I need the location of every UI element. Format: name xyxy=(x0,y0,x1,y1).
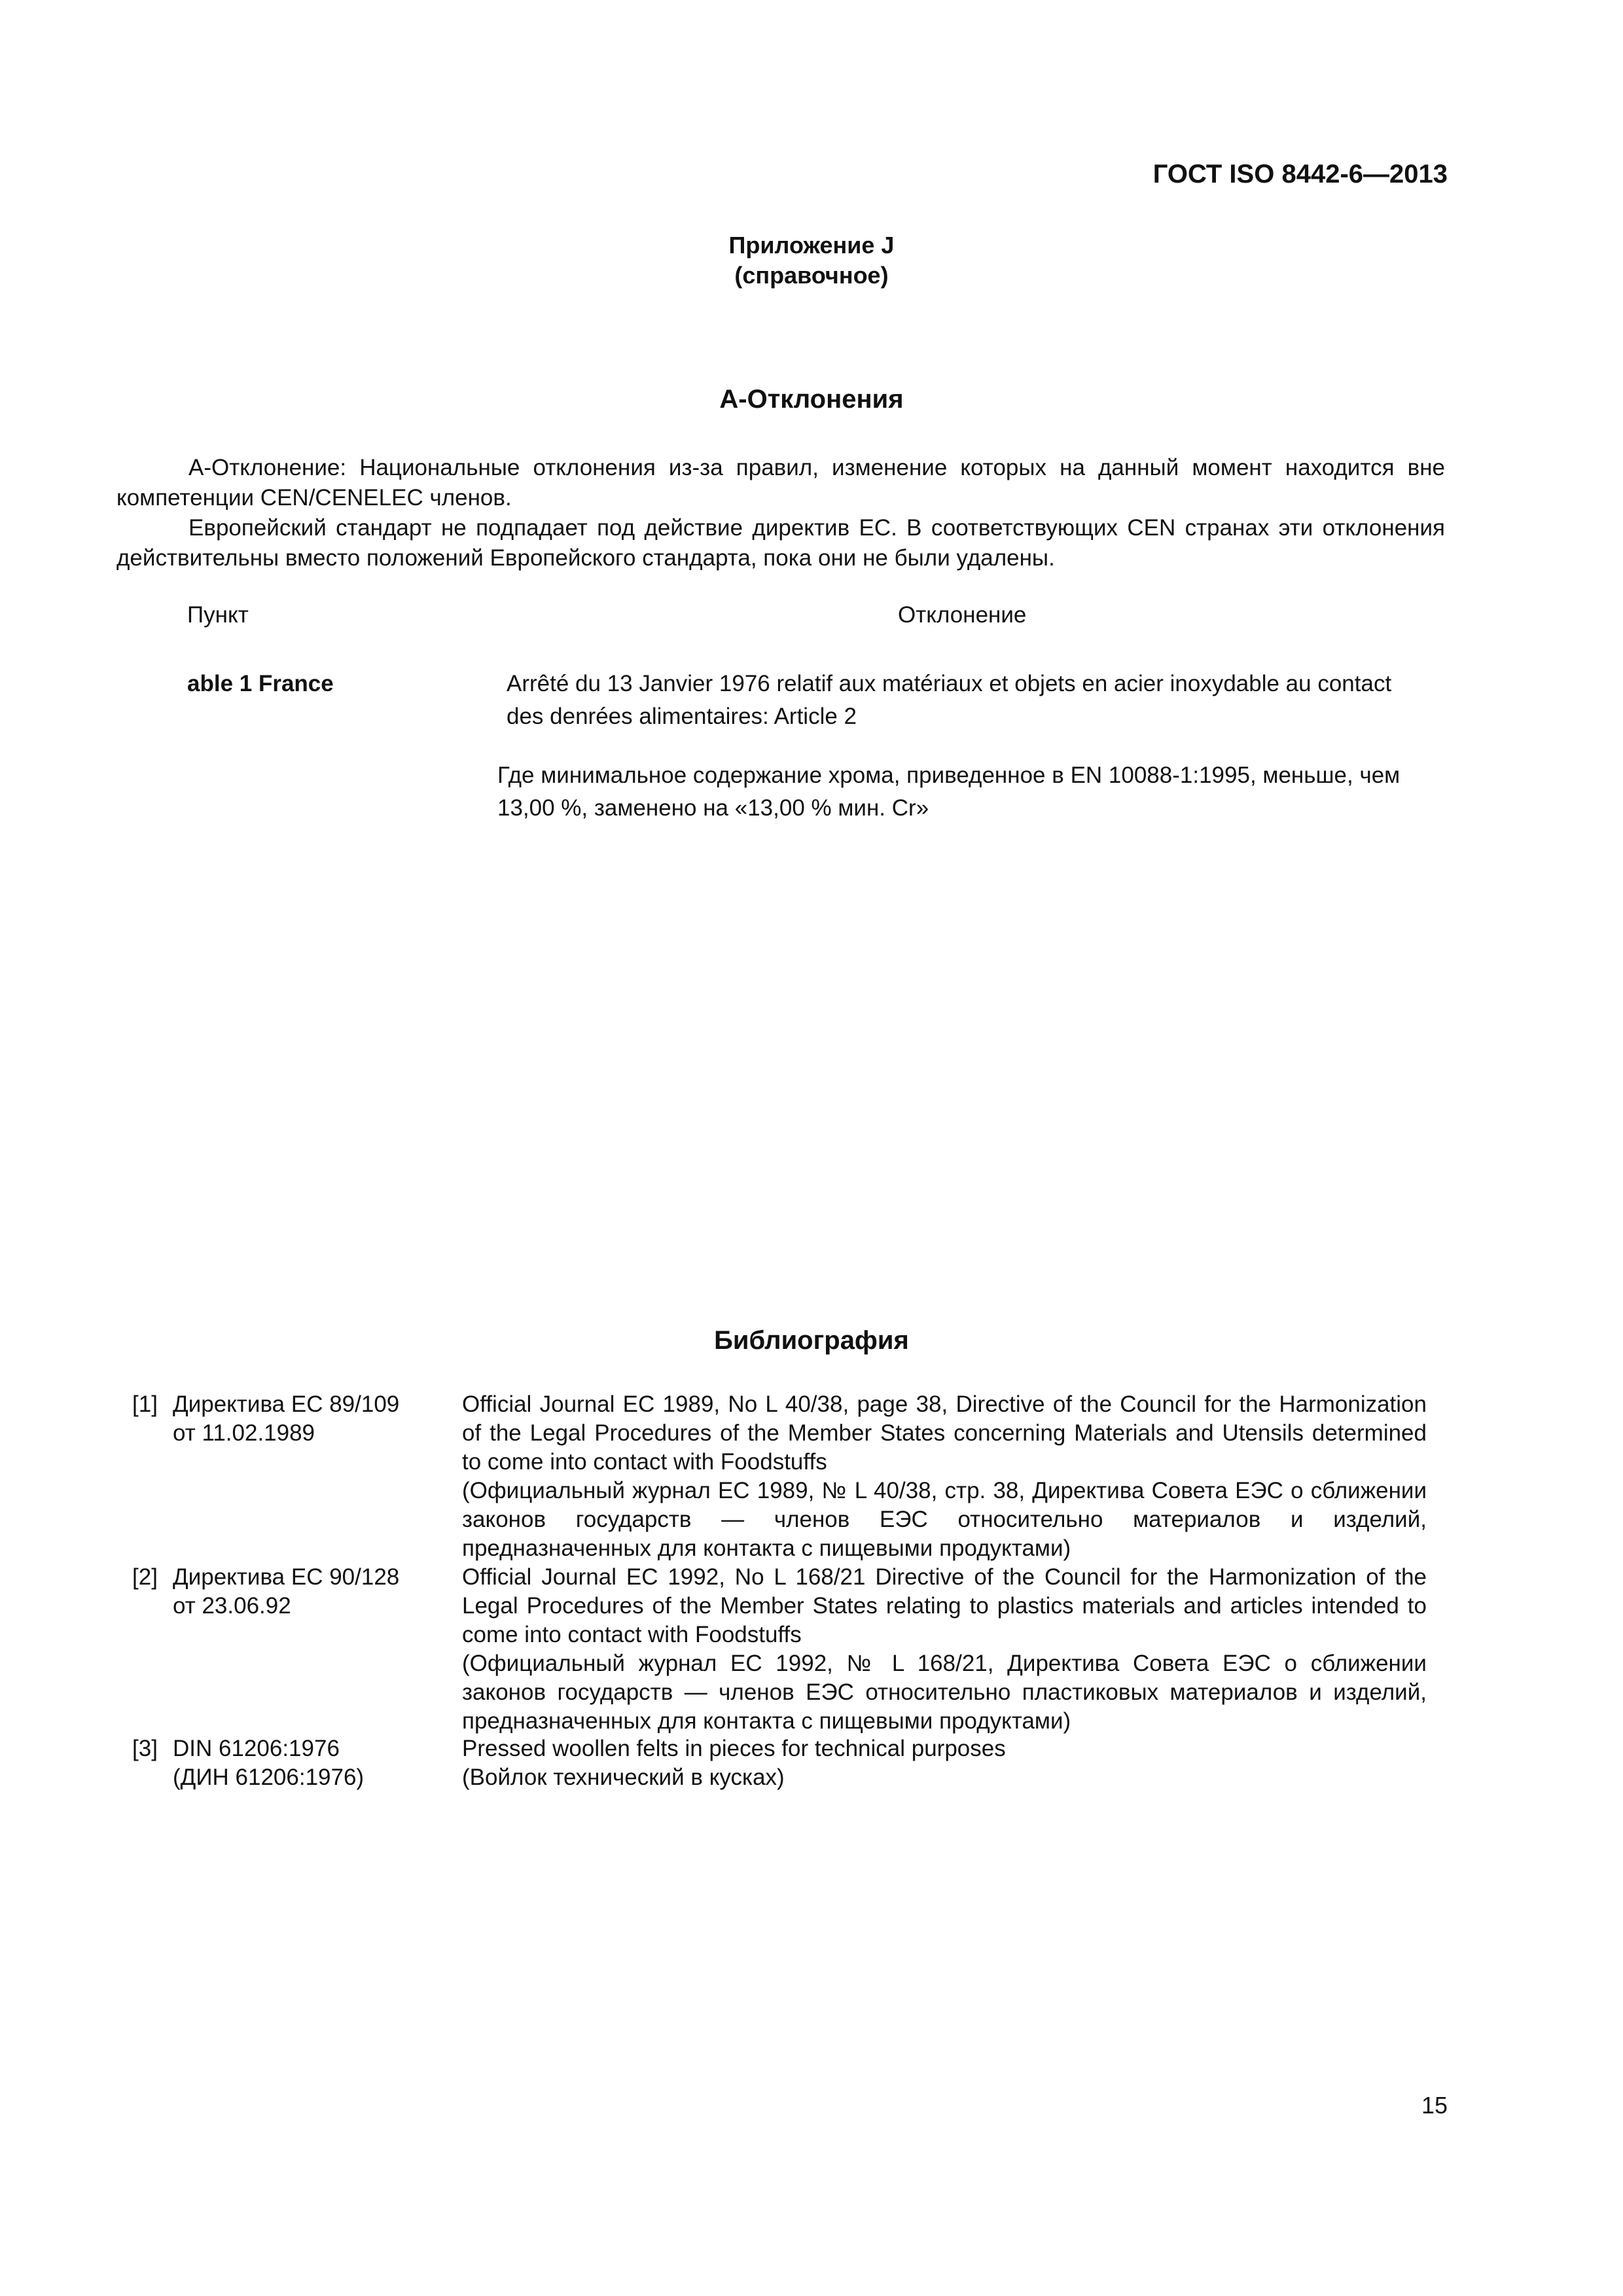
reference-date: (ДИН 61206:1976) xyxy=(173,1765,365,1790)
bibliography-entry-description xyxy=(462,1734,1427,1792)
reference-line: Директива ЕС 90/128 xyxy=(173,1564,400,1590)
bibliography-heading: Библиография xyxy=(714,1326,909,1355)
deviations-heading: А-Отклонения xyxy=(719,385,904,414)
bibliography-entry-reference xyxy=(173,1563,448,1621)
bibliography-entry-reference xyxy=(173,1390,448,1448)
bibliography-entry-number: [2] xyxy=(132,1564,158,1590)
standard-code: ГОСТ ISO 8442-6—2013 xyxy=(1152,160,1448,188)
column-header-deviation: Отклонение xyxy=(898,602,1027,628)
reference-line: DIN 61206:1976 xyxy=(173,1736,340,1761)
table-row-deviation-russian: Где минимальное содержание хрома, приведенное в EN 10088-1:1995, меньше, чем 13,00 %, заменено на «13,00 % мин. Cr» xyxy=(497,762,1400,821)
bibliography-entry-description xyxy=(462,1563,1427,1736)
description-original: Official Journal EC 1989, No L 40/38, page 38, Directive of the Council for the Harmonization of the Legal Procedures of the Member States concerning Materials and Utensils determined to come into contact with Foodstuffs xyxy=(462,1391,1427,1475)
page-number: 15 xyxy=(1421,2092,1448,2119)
description-translation: (Официальный журнал ЕС 1989, № L 40/38, стр. 38, Директива Совета ЕЭС о сближении законов государств — членов ЕЭС относительно материалов и изделий, предназначенных для контакта с пищевыми продуктами) xyxy=(462,1478,1427,1561)
annex-title: Приложение J xyxy=(728,232,895,259)
bibliography-entry-number: [1] xyxy=(132,1391,158,1417)
description-translation: (Официальный журнал ЕС 1992, № L 168/21, Директива Совета ЕЭС о сближении законов государств — членов ЕЭС относительно пластиковых материалов и изделий, предназначенных для контакта с пищевыми продуктами) xyxy=(462,1651,1427,1734)
deviation-scope-paragraph: Европейский стандарт не подпадает под действие директив ЕС. В соответствующих CEN странах эти отклонения действительны вместо положений Европейского стандарта, пока они не были удалены. xyxy=(116,515,1445,571)
reference-line: Директива ЕС 89/109 xyxy=(173,1391,400,1417)
bibliography-entry-reference xyxy=(173,1734,448,1792)
reference-date: от 23.06.92 xyxy=(173,1593,291,1619)
bibliography-entry-number: [3] xyxy=(132,1736,158,1761)
description-translation: (Войлок технический в кусках) xyxy=(462,1765,785,1790)
bibliography-entry-description xyxy=(462,1390,1427,1563)
deviation-definition-paragraph: А-Отклонение: Национальные отклонения из-за правил, изменение которых на данный момент находится вне компетенции CEN/CENELEC членов. xyxy=(116,455,1445,511)
description-original: Official Journal EC 1992, No L 168/21 Directive of the Council for the Harmonization of the Legal Procedures of the Member States relating to plastics materials and articles intended to come into contact with Foodstuffs xyxy=(462,1564,1427,1647)
table-row-clause: able 1 France xyxy=(187,671,334,696)
column-header-clause: Пункт xyxy=(187,602,249,628)
description-original: Pressed woollen felts in pieces for technical purposes xyxy=(462,1736,1006,1761)
annex-type: (справочное) xyxy=(734,262,889,289)
table-row-deviation-french: Arrêté du 13 Janvier 1976 relatif aux matériaux et objets en acier inoxydable au contact des denrées alimentaires: Article 2 xyxy=(507,671,1392,729)
reference-date: от 11.02.1989 xyxy=(173,1420,315,1446)
